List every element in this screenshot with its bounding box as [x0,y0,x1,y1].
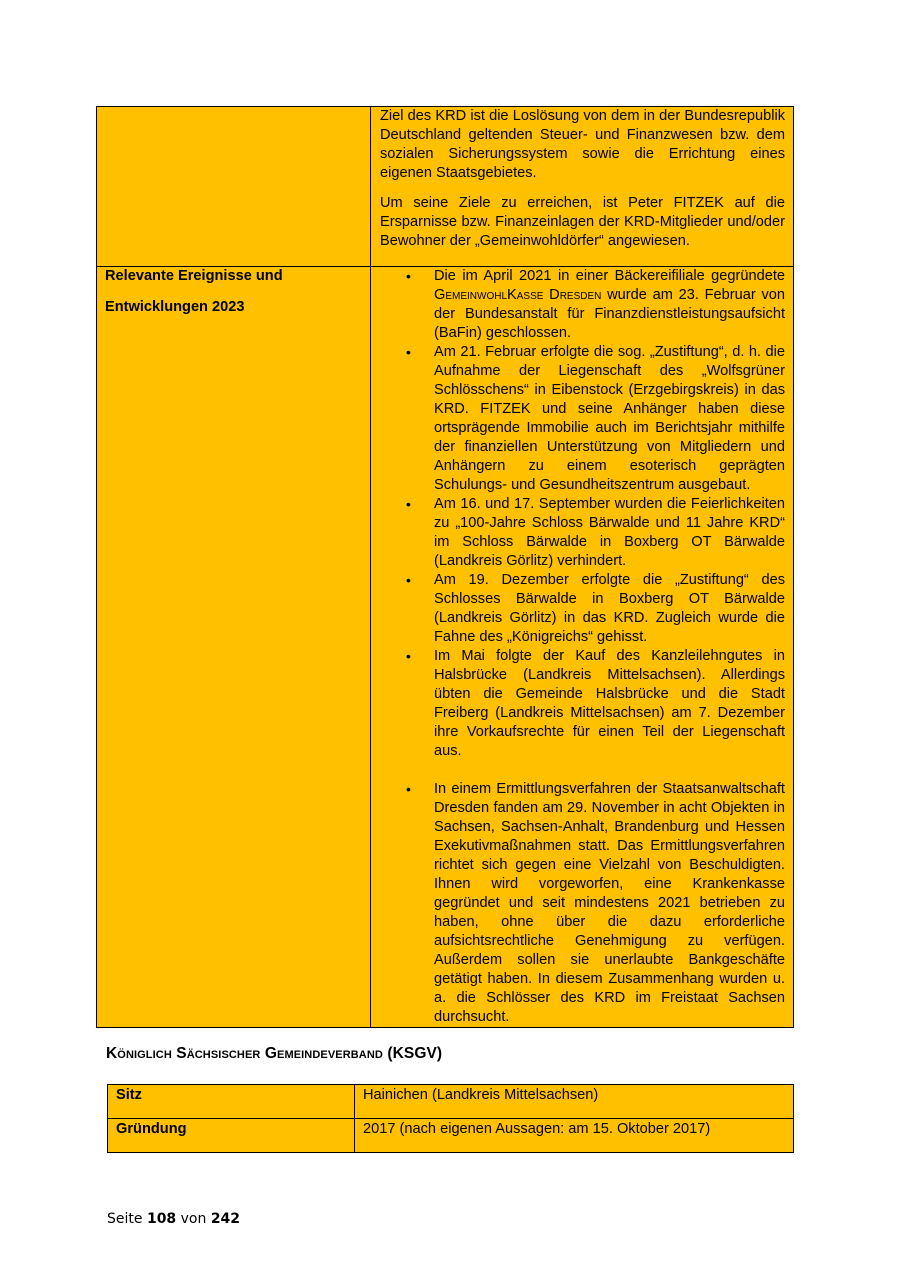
krd-info-table [96,106,794,1028]
table-row [108,1119,794,1153]
row-label-line-2: Entwicklungen 2023 [105,299,245,315]
page-footer [107,1211,240,1227]
row-key: Gründung [108,1119,355,1153]
event-text: Die im April 2021 in einer Bäckereifiliale gegründete [434,268,785,284]
list-item: • Im Mai folgte der Kauf des Kanzleilehngutes in Halsbrücke (Landkreis Mittelsachsen). Allerdings übten die Gemeinde Halsbrücke und die Stadt Freiberg (Landkreis Mittelsachsen) am 7. Dezember ihre Vorkaufsrechte für einen Teil der Liegenschaft aus. [434,647,785,761]
row-value: 2017 (nach eigenen Aussagen: am 15. Oktober 2017) [355,1119,794,1153]
list-item: • Am 21. Februar erfolgte die sog. „Zustiftung“, d. h. die Aufnahme der Liegenschaft des „Wolfsgrüner Schlösschens“ in Eibenstock (Erzgebirgskreis) in das KRD. FITZEK und seine Anhänger haben diese ortsprägende Immobilie auch im Berichtsjahr mithilfe der finanziellen Unterstützung von Mitgliedern und Anhängern zu einem esoterisch geprägten Schulungs- und Gesundheitszentrum ausgebaut. [434,343,785,495]
goals-paragraph: Ziel des KRD ist die Loslösung von dem in der Bundesrepublik Deutschland geltenden Steuer- und Finanzwesen bzw. dem sozialen Sicherungssystem sowie die Errichtung eines eigenen Staatsgebietes. [380,108,785,181]
current-page-number: 108 [146,1211,177,1227]
list-item: • Am 19. Dezember erfolgte die „Zustiftung“ des Schlosses Bärwalde in Boxberg OT Bärwalde (Landkreis Görlitz) in das KRD. Zugleich wurde die Fahne des „Königreichs“ gehisst. [434,571,785,647]
goals-cell [371,107,794,267]
row-key: Sitz [108,1085,355,1119]
event-text: wurde am 23. Februar von der Bundesanstalt für Finanzdienstleistungsaufsicht (BaFin) geschlossen. [434,287,785,341]
list-item: • Am 16. und 17. September wurden die Feierlichkeiten zu „100-Jahre Schloss Bärwalde und 11 Jahre KRD“ im Schloss Bärwalde in Boxberg OT Bärwalde (Landkreis Görlitz) verhindert. [434,495,785,571]
funding-paragraph: Um seine Ziele zu erreichen, ist Peter FITZEK auf die Ersparnisse bzw. Finanzeinlagen der KRD-Mitglieder und/oder Bewohner der „Gemeinwohldörfer“ angewiesen. [380,195,785,249]
events-list [380,267,785,1027]
ksgv-info-table [107,1084,794,1153]
table-row [108,1085,794,1119]
list-item [434,267,785,343]
list-item: • In einem Ermittlungsverfahren der Staatsanwaltschaft Dresden fanden am 29. November in acht Objekten in Sachsen, Sachsen-Anhalt, Brandenburg und Hessen Exekutivmaßnahmen statt. Das Ermittlungsverfahren richtet sich gegen eine Vielzahl von Beschuldigten. Ihnen wird vorgeworfen, eine Krankenkasse gegründet und seit mindestens 2021 betrieben zu haben, ohne über die dazu erforderliche aufsichtsrechtliche Genehmigung zu verfügen. Außerdem sollen sie unerlaubte Bankgeschäfte getätigt haben. In diesem Zusammenhang wurden u. a. die Schlösser des KRD im Freistaat Sachsen durchsucht. [434,780,785,1027]
footer-middle: von [176,1211,211,1227]
section-heading: Königlich Sächsischer Gemeindeverband (KSGV) [106,1045,443,1062]
row-value: Hainichen (Landkreis Mittelsachsen) [355,1085,794,1119]
events-label-cell [97,267,371,1028]
empty-label-cell [97,107,371,267]
organization-name: GemeinwohlKasse Dresden [434,287,602,303]
total-pages-number: 242 [210,1211,241,1227]
table-row [97,107,794,267]
events-cell [371,267,794,1028]
table-row [97,267,794,1028]
row-label-line-1: Relevante Ereignisse und [105,268,283,284]
footer-prefix: Seite [107,1211,147,1227]
